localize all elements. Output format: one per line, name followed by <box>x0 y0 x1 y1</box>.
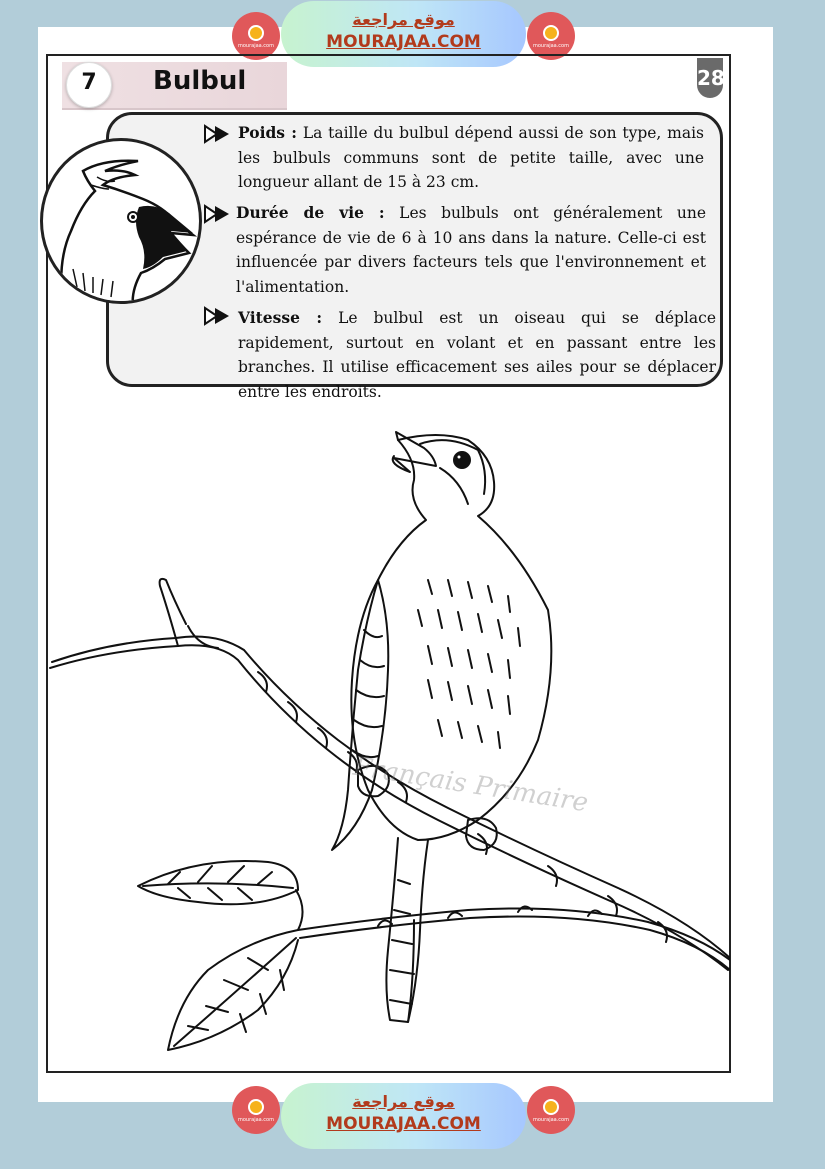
page-number: 28 <box>697 58 723 98</box>
footer-banner[interactable] <box>281 1083 526 1149</box>
mourajaa-logo-icon: mourajaa.com <box>527 1086 575 1134</box>
fact-speed <box>238 306 716 404</box>
mourajaa-logo-icon: mourajaa.com <box>232 12 280 60</box>
page-title: Bulbul <box>153 66 247 96</box>
footer-site-link[interactable]: MOURAJAA.COM <box>326 1114 481 1134</box>
double-arrow-icon <box>203 124 231 144</box>
fact-weight <box>238 121 704 195</box>
fact-text: Le bulbul est un oiseau qui se déplace rapidement, surtout en volant et en passant entre les branches. Il utilise efficacement ses ailes pour se déplacer entre les endroits. <box>238 309 716 401</box>
fact-label: Durée de vie : <box>236 203 385 222</box>
fact-text: La taille du bulbul dépend aussi de son type, mais les bulbuls communs sont de petite taille, avec une longueur allant de 15 à 23 cm. <box>238 124 704 191</box>
header-site-link[interactable]: MOURAJAA.COM <box>326 32 481 52</box>
fact-label: Vitesse : <box>238 308 323 327</box>
watermark: Français Primaire <box>351 751 591 819</box>
mourajaa-logo-icon: mourajaa.com <box>232 1086 280 1134</box>
fact-label: Poids : <box>238 123 298 142</box>
fact-text: Les bulbuls ont généralement une espérance de vie de 6 à 10 ans dans la nature. Celle-ci est influencée par divers facteurs tels que l'environnement et l'alimentation. <box>236 204 706 296</box>
mourajaa-logo-icon: mourajaa.com <box>527 12 575 60</box>
bulbul-coloring-illustration <box>48 410 730 1070</box>
double-arrow-icon <box>203 204 231 224</box>
fact-lifespan <box>236 201 706 299</box>
double-arrow-icon <box>203 306 231 326</box>
lesson-number: 7 <box>66 62 112 108</box>
bird-head-icon <box>40 138 202 304</box>
header-site-arabic[interactable]: موقع مراجعة <box>352 10 455 29</box>
footer-site-arabic[interactable]: موقع مراجعة <box>352 1092 455 1111</box>
